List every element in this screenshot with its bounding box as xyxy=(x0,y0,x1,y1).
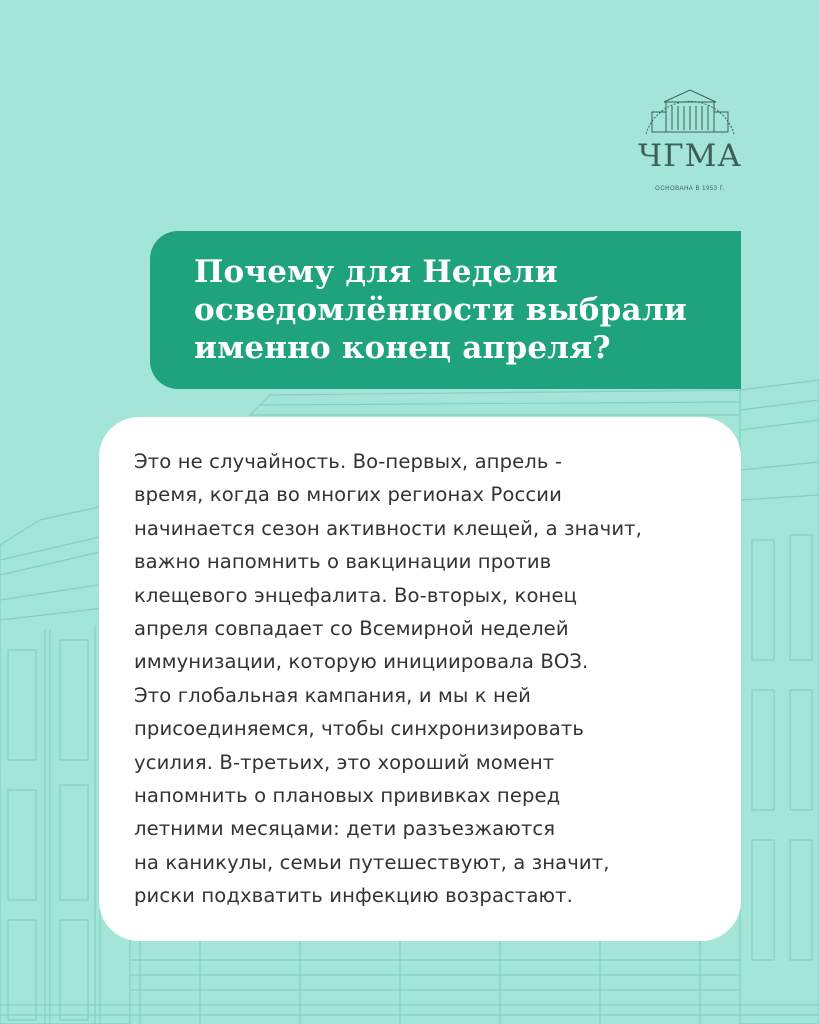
body-text-card xyxy=(99,417,741,941)
body-line: Это не случайность. Во-первых, апрель - xyxy=(134,450,563,473)
body-line: апреля совпадает со Всемирной неделей xyxy=(134,617,569,641)
academy-logo xyxy=(628,72,752,204)
headline-line: осведомлённости выбрали xyxy=(194,292,688,328)
headline-banner xyxy=(150,231,741,389)
headline-line: Почему для Недели xyxy=(194,254,558,290)
headline-title xyxy=(194,253,721,367)
body-line: напомнить о плановых прививках перед xyxy=(134,784,561,808)
body-line: усилия. В-третьих, это хороший момент xyxy=(134,750,555,774)
body-line: риски подхватить инфекцию возрастают. xyxy=(134,884,573,908)
body-line: присоединяемся, чтобы синхронизировать xyxy=(134,717,585,741)
body-line: важно напомнить о вакцинации против xyxy=(134,550,552,574)
body-line: иммунизации, которую инициировала ВОЗ. xyxy=(134,650,589,674)
body-paragraph xyxy=(134,445,721,913)
body-line: Это глобальная кампания, и мы к ней xyxy=(134,683,531,707)
logo-founded-year: ОСНОВАНА В 1953 Г. xyxy=(655,186,725,192)
body-line: начинается сезон активности клещей, а значит, xyxy=(134,516,642,540)
body-line: время, когда во многих регионах России xyxy=(134,483,562,507)
headline-line: именно конец апреля? xyxy=(194,330,611,366)
body-line: на каникулы, семьи путешествуют, а значит, xyxy=(134,850,610,874)
body-line: летними месяцами: дети разъезжаются xyxy=(134,817,556,841)
logo-abbreviation: ЧГМА xyxy=(638,138,742,174)
academy-building-icon xyxy=(628,72,752,142)
body-line: клещевого энцефалита. Во-вторых, конец xyxy=(134,583,578,607)
